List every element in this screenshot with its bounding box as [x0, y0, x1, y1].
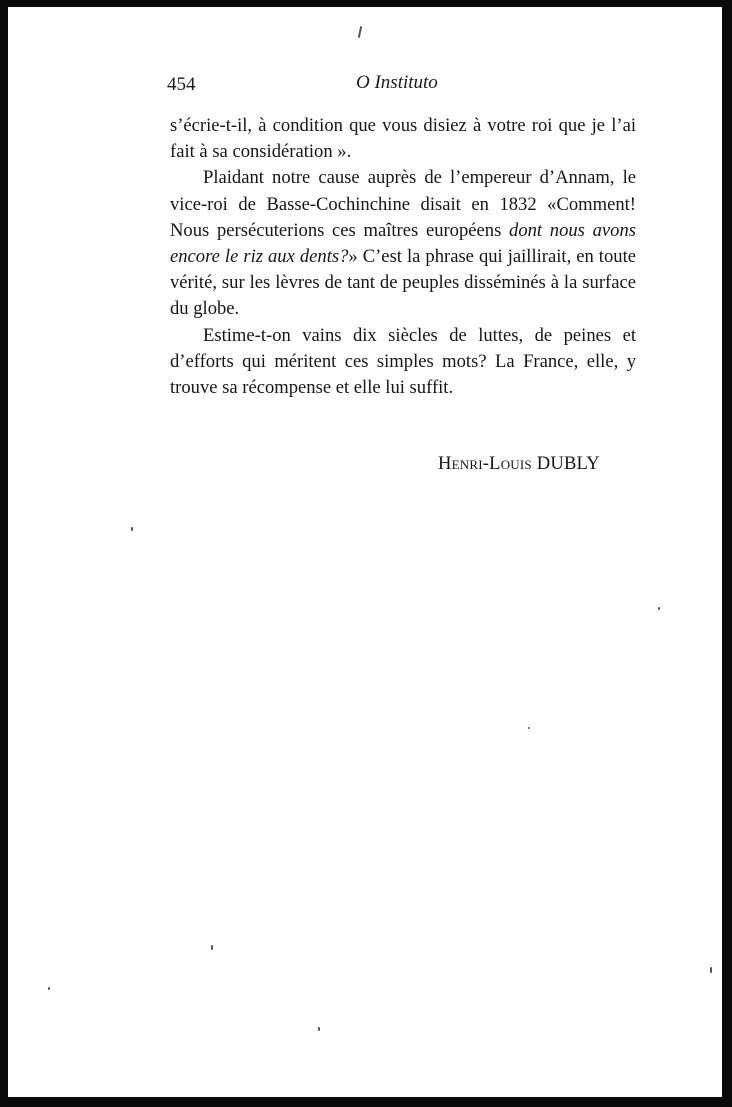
author-last-name: DUBLY — [536, 453, 600, 474]
scan-speck — [658, 607, 660, 610]
paragraph-text: s’écrie-t-il, à condition que vous disiez à votre roi que je l’ai fait à sa considération ». — [170, 115, 636, 163]
paragraph-text: Plaidant notre cause auprès de l’empereur d’Annam, le vice-roi de Basse-Cochinchine disait en 1832 «Comment! Nous persécuterions ces maîtres européens — [170, 167, 636, 241]
scan-speck — [528, 727, 530, 729]
paragraph-text: » C’est la phrase qui jaillirait, en toute vérité, sur les lèvres de tant de peuples disséminés à la surface du globe. — [170, 246, 636, 320]
running-header — [8, 72, 722, 102]
quoted-italic-text: dont nous avons encore le riz aux dents? — [170, 219, 637, 268]
author-first-name: Henri-Louis — [438, 453, 532, 474]
paragraph — [170, 165, 636, 322]
scan-speck — [710, 967, 712, 973]
scan-speck — [48, 987, 50, 990]
scan-speck — [318, 1027, 320, 1031]
paragraph — [170, 113, 636, 165]
scan-speck — [358, 26, 362, 38]
paragraph-text: Estime-t-on vains dix siècles de luttes, de peines et d’efforts qui méritent ces simples mots? La France, elle, y trouve sa récompense et elle lui suffit. — [170, 324, 636, 399]
scan-speck — [131, 527, 133, 531]
paragraph — [170, 323, 636, 402]
page-number: 454 — [167, 74, 196, 95]
running-title: O Instituto — [356, 72, 438, 93]
scanned-page — [8, 7, 722, 1097]
scan-speck — [211, 945, 213, 950]
author-signature — [438, 453, 600, 475]
body-text — [170, 113, 636, 401]
